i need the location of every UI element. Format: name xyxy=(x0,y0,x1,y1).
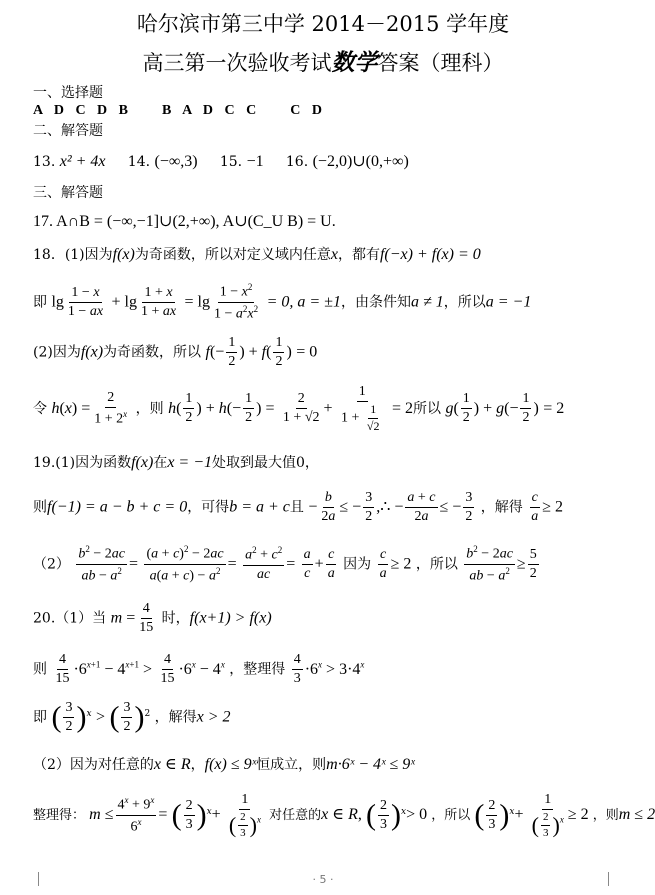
q20-l5-b: 对任意的 xyxy=(269,808,322,824)
q18-l4-c: = 2 xyxy=(391,399,413,417)
choice-answers xyxy=(33,104,326,118)
page-title: 哈尔滨市第三中学 2014－2015 学年度 xyxy=(136,12,510,36)
subtitle-pre: 高三第一次验收考试 xyxy=(142,51,332,75)
q18-l2-b: = 0, a = ±1 xyxy=(266,293,341,311)
q18-fraction: $\frac{1 + x}{1 + ax}$ xyxy=(140,284,177,319)
q19-l3-c: ，所以 xyxy=(415,556,458,573)
q18-l3-b: f(x) xyxy=(80,343,104,361)
q19-l2-d: b = a + c xyxy=(229,498,290,516)
q18-l1-f: f(−x) + f(x) = 0 xyxy=(379,246,481,263)
q20-line-1: 20.（1）当 m = $\frac{4}{15}$ 时，f(x+1) > f(x) xyxy=(33,601,272,636)
q20-l4-d: f(x) ≤ 9ˣ xyxy=(204,756,257,773)
q18-fraction: $\frac{1 - x}{1 - ax}$ xyxy=(67,284,104,319)
q20-l5-a: 整理得： xyxy=(33,808,86,824)
q20-l1-a: 20.（1）当 xyxy=(33,610,107,627)
q20-l2-a: 则 xyxy=(33,661,47,678)
page-subtitle xyxy=(0,44,646,77)
fill-heading: 二、解答题 xyxy=(33,123,103,139)
q18-l3-a: (2)因为 xyxy=(33,344,81,361)
q18-l1-d: x xyxy=(330,246,338,263)
q18-l2-c: ，由条件知 xyxy=(340,294,411,311)
q20-l3-b: ，解得 xyxy=(154,709,197,726)
q19-l2-b: f(−1) = a − b + c = 0 xyxy=(47,498,188,516)
q19-l2-a: 则 xyxy=(33,499,47,516)
q18-l2-d: a ≠ 1 xyxy=(410,293,444,311)
subtitle-subject: 数学 xyxy=(331,50,378,76)
q14-answer: (−∞,3) xyxy=(154,153,198,170)
q20-line-4 xyxy=(33,757,415,773)
q18-l2-f: a = −1 xyxy=(485,293,532,311)
q18-l1-e: ，都有 xyxy=(337,247,380,263)
q20-l5-d: ，所以 xyxy=(431,808,471,824)
choice-answers-2: B A D C C xyxy=(162,103,261,118)
q20-l4-e: 恒成立，则 xyxy=(256,757,327,773)
q19-l1-e: 处取到最大值0， xyxy=(212,455,319,471)
q14-label: 14. xyxy=(127,154,151,170)
q19-l2-c: ，可得 xyxy=(187,499,230,516)
solve-heading: 三、解答题 xyxy=(33,185,103,201)
q18-l4-a: 令 xyxy=(33,400,47,417)
q20-l5-e: ，则 xyxy=(592,808,619,824)
q18-line-3: (2)因为f(x)为奇函数，所以 f(− $\frac{1}{2}$ ) + f( $\frac{1}{2}$ ) = 0 xyxy=(33,335,318,370)
choice-answers-3: C D xyxy=(290,103,326,118)
q20-l3-a: 即 xyxy=(33,709,47,726)
q15-answer: −1 xyxy=(246,153,264,170)
q17-answer: 17. A∩B = (−∞,−1]∪(2,+∞), A∪(C_U B) = U. xyxy=(33,213,336,230)
q13-answer: x² + 4x xyxy=(59,153,106,170)
fill-answers xyxy=(33,154,409,170)
q18-line-2: 即 lg $\frac{1 - x}{1 - ax}$ + lg $\frac{1 + x}{1 + ax}$ = lg $\frac{1 - x^2}{1 - a^2x^2}$ = 0, a = ±1，由条件知a ≠ 1，所以a = −1 xyxy=(33,282,532,322)
q18-l1-c: 为奇函数，所以对定义域内任意 xyxy=(134,247,331,263)
q20-l1-b: 时， xyxy=(161,610,190,627)
q19-line-2: 则f(−1) = a − b + c = 0，可得b = a + c且 − $\frac{b}{2a}$ ≤ − $\frac{3}{2}$ ,∴ − $\frac{a + c}{2a}$ ≤ − $\frac{3}{2}$ ，解得 $\frac{c}{a}$ ≥ 2 xyxy=(33,490,564,525)
q13-label: 13. xyxy=(33,154,56,170)
q19-l1-c: 在 xyxy=(153,455,168,471)
q19-l3-b: 因为 xyxy=(343,556,372,573)
q20-l3-c: x > 2 xyxy=(196,708,231,726)
q20-l1-c: f(x+1) > f(x) xyxy=(189,609,272,627)
q20-l5-f: m ≤ 2 xyxy=(618,806,655,824)
q18-l4-e: = 2 xyxy=(543,399,565,417)
q18-l1-a: 18．(1)因为 xyxy=(33,247,113,263)
q20-l5-c: x ∈ R xyxy=(321,806,358,824)
choice-heading: 一、选择题 xyxy=(33,85,103,101)
q16-answer: (−2,0)∪(0,+∞) xyxy=(312,153,409,170)
q20-l4-a: （2）因为对任意的 xyxy=(33,757,154,773)
q20-line-2: 则 $\frac{4}{15}$ $\cdot 6^{x+1} - 4^{x+1}$ > $\frac{4}{15}$ $\cdot 6^x - 4^x$ ，整理得 $\frac{4}{3}$ $\cdot 6^x > 3\cdot 4^x$ xyxy=(33,652,365,687)
q20-l2-b: ，整理得 xyxy=(229,661,286,678)
q19-l2-e: 且 xyxy=(289,499,304,516)
q19-l2-f: ，解得 xyxy=(480,499,523,516)
q19-line-1 xyxy=(33,455,319,471)
q20-l4-b: x ∈ R xyxy=(153,756,191,773)
q18-l4-d: 所以 xyxy=(412,400,441,417)
q20-l4-c: ， xyxy=(190,757,205,773)
q20-line-3: 即 ( $\frac{3}{2}$ )$^x$ > ( $\frac{3}{2}$ )$^2$ ，解得x > 2 xyxy=(33,700,231,735)
q19-l1-a: 19.(1)因为函数 xyxy=(33,455,132,471)
q15-label: 15. xyxy=(219,154,243,170)
q19-l1-d: x = −1 xyxy=(167,454,213,471)
q18-l3-c: 为奇函数，所以 xyxy=(103,344,202,361)
q18-line-4: 令 h(x) = $\frac{2}{1 + 2^x}$ ，则 h( $\frac{1}{2}$ ) + h(− $\frac{1}{2}$ ) = $\frac{2}{1 + √2}$ + 1 1 + $\frac{1}{√2}$ = 2所以 g( $\frac{1}{2}$ ) + g(− $\frac{1}{2}$ ) = 2 xyxy=(33,384,565,433)
q16-label: 16. xyxy=(285,154,309,170)
q20-l4-f: m·6ˣ − 4ˣ ≤ 9ˣ xyxy=(326,756,415,773)
q18-l4-b: ，则 xyxy=(135,400,164,417)
q20-line-5: 整理得： m ≤ $\frac{4^x + 9^x}{6^x}$ = ( $\frac{2}{3}$ )$^x$+ 1 ( $\frac{2}{3}$ )$^x$ 对任意的x ∈ R, ( $\frac{2}{3}$ )$^x$> 0 ，所以 ( $\frac{2}{3}$ )$^x$+ 1 ( $\frac{2}{3}$ )$^x$ ≥ 2 ，则m ≤ 2 xyxy=(33,792,655,839)
q19-l3-a: （2） xyxy=(33,556,70,573)
q18-l1-b: f(x) xyxy=(112,246,135,263)
q18-line-1 xyxy=(33,247,481,263)
page-number: · 5 · xyxy=(312,873,334,886)
q19-line-3: （2） $\frac{b^2 - 2ac}{ab - a^2}$ = $\frac{(a + c)^2 - 2ac}{a(a + c) - a^2}$ = $\frac{a^2 + c^2}{ac}$ = $\frac{a}{c}$ + $\frac{c}{a}$ 因为 $\frac{c}{a}$ ≥ 2 ，所以 $\frac{b^2 - 2ac}{ab - a^2}$ ≥ $\frac{5}{2}$ xyxy=(33,544,537,584)
q18-l2-e: ，所以 xyxy=(443,294,486,311)
choice-answers-1: A D C D B xyxy=(33,103,133,118)
q18-fraction: $\frac{1 - x^2}{1 - a^2x^2}$ xyxy=(214,282,259,322)
q19-l1-b: f(x) xyxy=(131,454,154,471)
subtitle-post: 答案（理科） xyxy=(377,51,504,75)
q18-l2-a: 即 xyxy=(33,294,47,311)
q18-l3-d: = 0 xyxy=(296,343,318,361)
